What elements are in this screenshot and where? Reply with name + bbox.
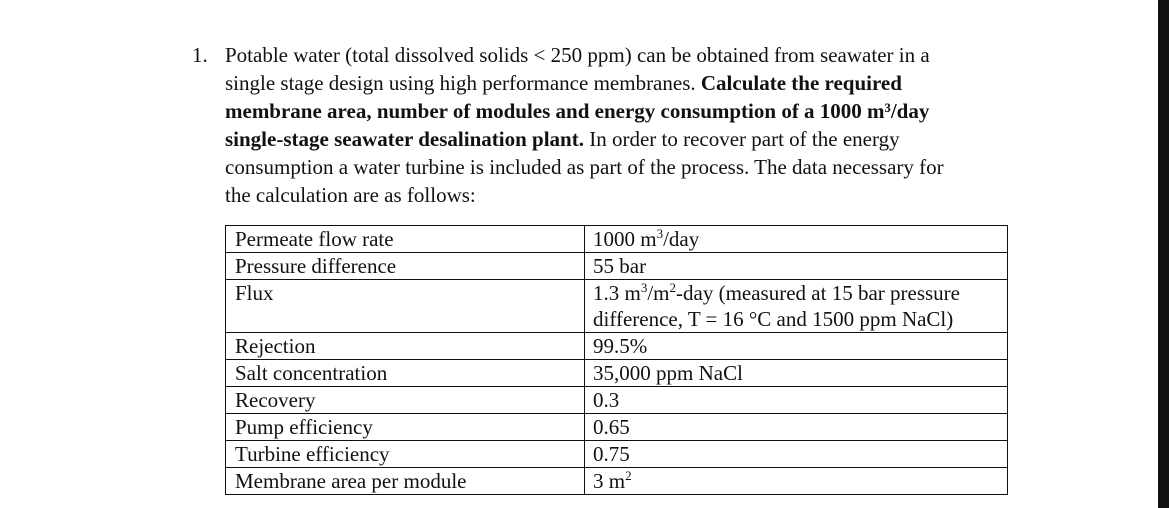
value-superscript: 3 bbox=[640, 280, 648, 295]
row-value: 0.75 bbox=[585, 441, 1008, 468]
row-value: 0.65 bbox=[585, 414, 1008, 441]
row-value: 99.5% bbox=[585, 333, 1008, 360]
row-label: Permeate flow rate bbox=[226, 226, 585, 253]
question-line-2-text: single stage design using high performance membranes. bbox=[225, 71, 701, 95]
value-text-cont: -day (measured at 15 bar pressure bbox=[676, 281, 960, 305]
data-table bbox=[225, 225, 1008, 495]
table-row bbox=[226, 333, 1008, 360]
question-line-2-bold: Calculate the required bbox=[700, 71, 902, 95]
value-unit: /day bbox=[663, 227, 700, 251]
value-superscript: 2 bbox=[625, 468, 632, 483]
row-value: 0.3 bbox=[585, 387, 1008, 414]
row-value bbox=[585, 226, 1008, 253]
row-value: 35,000 ppm NaCl bbox=[585, 360, 1008, 387]
table-row bbox=[226, 441, 1008, 468]
question-line-1 bbox=[225, 41, 1022, 69]
row-label: Pump efficiency bbox=[226, 414, 585, 441]
question-number: 1. bbox=[192, 43, 208, 67]
value-superscript: 2 bbox=[669, 280, 677, 295]
table-row bbox=[226, 226, 1008, 253]
row-label: Recovery bbox=[226, 387, 585, 414]
row-label: Rejection bbox=[226, 333, 585, 360]
table-row bbox=[226, 253, 1008, 280]
question-line-2 bbox=[225, 69, 1022, 97]
row-label: Salt concentration bbox=[226, 360, 585, 387]
question-line-3 bbox=[225, 97, 1022, 125]
row-label: Membrane area per module bbox=[226, 468, 585, 495]
row-value bbox=[585, 280, 1008, 333]
row-label: Turbine efficiency bbox=[226, 441, 585, 468]
question-line-1-text: Potable water (total dissolved solids < 250 ppm) can be obtained from seawater in a bbox=[225, 43, 930, 67]
table-row bbox=[226, 468, 1008, 495]
question-line-4 bbox=[225, 125, 1022, 153]
value-text: 3 m bbox=[593, 469, 626, 493]
row-label: Flux bbox=[226, 280, 585, 333]
question-block bbox=[192, 41, 1022, 209]
table-row bbox=[226, 280, 1008, 333]
value-text: 1000 m bbox=[593, 227, 657, 251]
row-label: Pressure difference bbox=[226, 253, 585, 280]
table-row bbox=[226, 360, 1008, 387]
question-line-6 bbox=[225, 181, 1022, 209]
question-line-5-text: consumption a water turbine is included as part of the process. The data necessary for bbox=[225, 155, 944, 179]
value-text-line2: difference, T = 16 °C and 1500 ppm NaCl) bbox=[593, 307, 954, 331]
value-text: 1.3 m bbox=[593, 281, 641, 305]
question-line-6-text: the calculation are as follows: bbox=[225, 183, 476, 207]
table-row bbox=[226, 387, 1008, 414]
row-value: 55 bar bbox=[585, 253, 1008, 280]
value-superscript: 3 bbox=[656, 226, 664, 241]
row-value bbox=[585, 468, 1008, 495]
question-line-5 bbox=[225, 153, 1022, 181]
question-line-4-bold: single-stage seawater desalination plant. bbox=[225, 127, 584, 151]
question-text bbox=[225, 41, 1022, 209]
value-unit: /m bbox=[647, 281, 670, 305]
question-line-3-bold: membrane area, number of modules and energy consumption of a 1000 m³/day bbox=[225, 99, 930, 123]
table-row bbox=[226, 414, 1008, 441]
question-line-4-text: In order to recover part of the energy bbox=[583, 127, 900, 151]
